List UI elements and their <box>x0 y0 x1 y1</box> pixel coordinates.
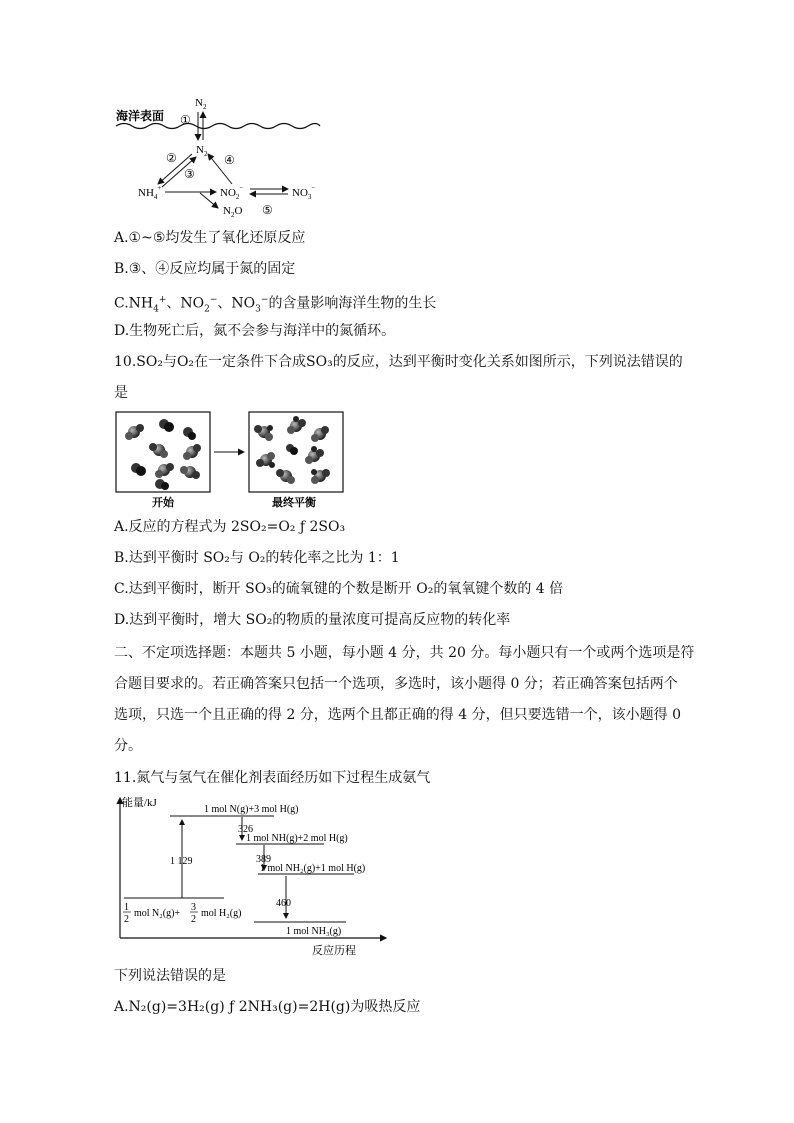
q10-option-a: A.反应的方程式为 2SO₂=O₂ ƒ 2SO₃ <box>114 519 346 535</box>
section2-line3: 选项，只选一个且正确的得 2 分，选两个且都正确的得 4 分，但只要选错一个，该小题得 0 <box>114 707 681 723</box>
x-axis-label: 反应历程 <box>312 945 356 957</box>
circle-4: ④ <box>224 153 235 167</box>
label-start: 开始 <box>152 497 174 509</box>
value-1129: 1 129 <box>170 856 193 867</box>
level-nh2-label: 1 mol NH₂(g)+1 mol H(g) <box>260 863 366 874</box>
so2-equilibrium-figure <box>114 410 354 510</box>
svg-text:2: 2 <box>191 914 196 925</box>
circle-5: ⑤ <box>262 203 273 217</box>
start-molecules <box>125 419 201 490</box>
q11-prompt: 下列说法错误的是 <box>114 968 226 984</box>
y-axis-label: 能量/kJ <box>122 797 157 809</box>
svg-text:mol H₂(g): mol H₂(g) <box>201 908 242 919</box>
q10-option-b: B.达到平衡时 SO₂与 O₂的转化率之比为 1：1 <box>114 550 400 566</box>
no3-ion: $NO_3^-$ <box>292 184 316 201</box>
energy-profile-diagram <box>114 794 394 960</box>
equilibrium-molecules <box>254 416 330 484</box>
q10-stem-line2: 是 <box>114 385 128 401</box>
q11-option-a: A.N₂(g)=3H₂(g) ƒ 2NH₃(g)=2H(g)为吸热反应 <box>114 999 421 1015</box>
q9-option-b: B.③、④反应均属于氮的固定 <box>114 261 296 277</box>
circle-1: ① <box>180 113 191 127</box>
n2-mid: $N_2$ <box>196 144 208 158</box>
q9-option-d: D.生物死亡后，氮不会参与海洋中的氮循环。 <box>114 323 396 339</box>
circle-3: ③ <box>184 167 195 181</box>
n2-top: $N_2$ <box>195 97 207 111</box>
q9-option-c: $C.NH_4^+$、$NO_2^-$、$NO_3^-$的含量影响海洋生物的生长 <box>114 295 437 315</box>
value-389: 389 <box>256 854 271 865</box>
q10-option-d: D.达到平衡时，增大 SO₂的物质的量浓度可提高反应物的转化率 <box>114 612 511 628</box>
level-nh3-label: 1 mol NH₃(g) <box>286 926 342 937</box>
nitrogen-cycle-diagram <box>110 92 330 222</box>
level-start-label <box>123 902 241 925</box>
q11-stem: 11.氮气与氢气在催化剂表面经历如下过程生成氨气 <box>114 770 431 786</box>
n2o: $N_2O$ <box>223 205 243 219</box>
no2-ion: $NO_2^-$ <box>220 184 244 201</box>
wave-line <box>116 124 320 129</box>
nh4-ion: $NH_4^+$ <box>138 184 162 201</box>
q10-option-c: C.达到平衡时，断开 SO₃的硫氧键的个数是断开 O₂的氧氧键个数的 4 倍 <box>114 581 564 597</box>
section2-line4: 分。 <box>114 738 142 754</box>
level-top-label: 1 mol N(g)+3 mol H(g) <box>204 804 299 815</box>
svg-text:2: 2 <box>124 914 129 925</box>
value-460: 460 <box>276 898 291 909</box>
svg-text:1: 1 <box>124 902 129 913</box>
q10-stem-line1: 10.SO₂与O₂在一定条件下合成SO₃的反应，达到平衡时变化关系如图所示，下列说法错误的 <box>114 354 683 370</box>
section2-line2: 合题目要求的。若正确答案只包括一个选项，多选时，该小题得 0 分；若正确答案包括两个 <box>114 676 678 692</box>
svg-text:3: 3 <box>191 902 196 913</box>
ocean-surface-label: 海洋表面 <box>116 109 165 123</box>
value-326: 326 <box>238 824 253 835</box>
level-nh-label: 1 mol NH(g)+2 mol H(g) <box>246 833 348 844</box>
q9-option-a: A.①~⑤均发生了氧化还原反应 <box>114 230 306 246</box>
label-equilibrium: 最终平衡 <box>272 497 316 509</box>
circle-2: ② <box>166 151 177 165</box>
svg-text:mol N₂(g)+: mol N₂(g)+ <box>134 908 181 919</box>
section2-line1: 二、不定项选择题：本题共 5 小题，每小题 4 分，共 20 分。每小题只有一个或两个选项是符 <box>114 645 695 661</box>
